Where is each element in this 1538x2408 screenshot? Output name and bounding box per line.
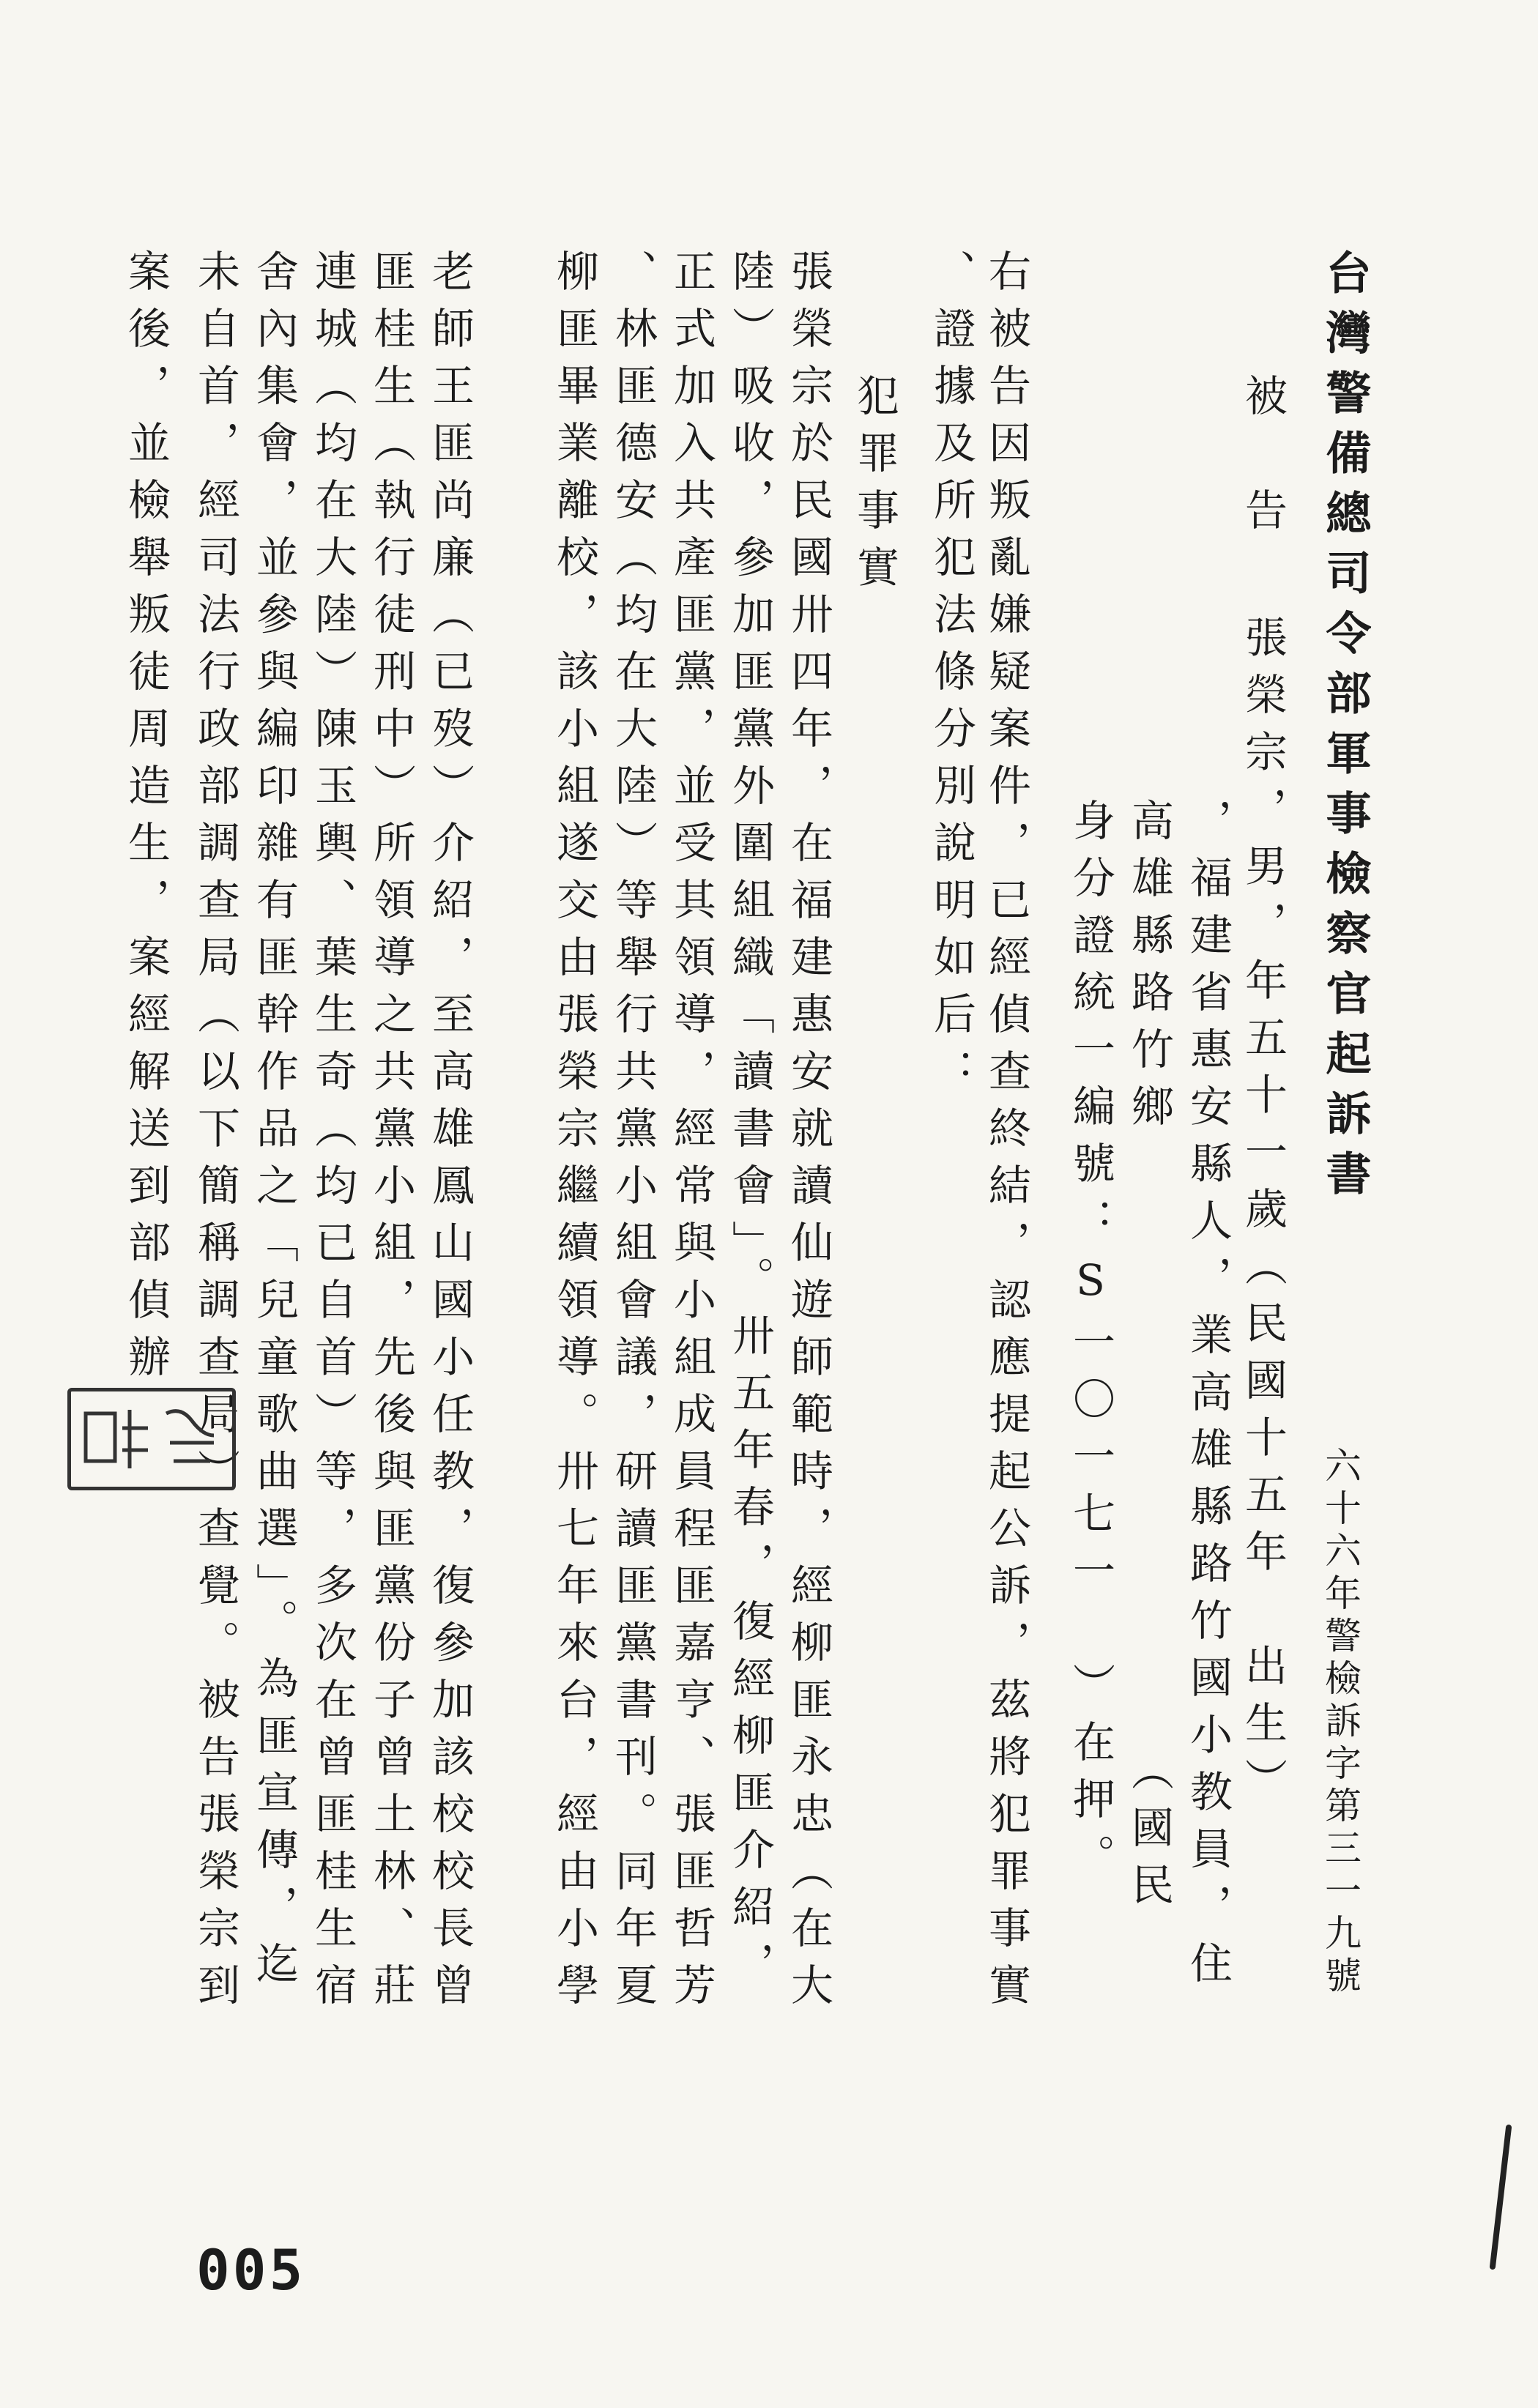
defendant-origin: ，福建省惠安縣人，業高雄縣路竹國小教員，住 <box>1183 798 1233 1998</box>
intro-line-2: 、證據及所犯法條分別說明如后： <box>926 249 976 1106</box>
intro-line-1: 右被告因叛亂嫌疑案件，已經偵查終結，認應提起公訴，茲將犯罪事實 <box>981 249 1031 2020</box>
page-number: 005 <box>196 2237 306 2303</box>
seal-stamp <box>67 1388 236 1490</box>
body-line: 、林匪德安（均在大陸）等舉行共黨小組會議，研讀匪黨書刊。同年夏 <box>608 249 658 2020</box>
body-line: 未自首，經司法行政部調查局（以下簡稱調查局）查覺。被告張榮宗到 <box>190 249 240 2020</box>
body-line: 老師王匪尚廉（已歿）介紹，至高雄鳳山國小任教，復參加該校校長曾 <box>425 249 475 2020</box>
body-line: 張榮宗於民國卅四年，在福建惠安就讀仙遊師範時，經柳匪永忠（在大 <box>784 249 833 2020</box>
defendant-line: 張榮宗，男，年五十一歲（民國十五年 出生） <box>1238 615 1288 1815</box>
section-heading: 犯罪事實 <box>850 374 899 602</box>
body-line: 匪桂生（執行徒刑中）所領導之共黨小組，先後與匪黨份子曾土林、莊 <box>366 249 416 2020</box>
document-title: 台灣警備總司令部軍事檢察官起訴書 <box>1318 249 1372 1210</box>
defendant-id: 身分證統一編號：S一〇一七一 ）在押。 <box>1066 798 1115 1891</box>
body-line: 案後，並檢舉叛徒周造生，案經解送到部偵辦 <box>121 249 171 1391</box>
body-line: 柳匪畢業離校，該小組遂交由張榮宗繼續領導。卅七年來台，經由小學 <box>549 249 599 2020</box>
defendant-label: 被 告 <box>1238 374 1288 545</box>
defendant-address: 高雄縣路竹鄉 （國民 <box>1124 798 1174 1920</box>
seal-icon <box>71 1391 232 1487</box>
case-number: 六十六年警檢訴字第三一九號 <box>1319 1446 1361 1999</box>
pencil-mark-icon <box>1487 2124 1516 2270</box>
body-line: 舍內集會，並參與編印雜有匪幹作品之「兒童歌曲選」。為匪宣傳，迄 <box>249 249 299 1999</box>
body-line: 陸）吸收，參加匪黨外圍組織「讀書會」。卅五年春，復經柳匪介紹， <box>725 249 775 1999</box>
body-line: 連城（均在大陸）陳玉輿、葉生奇（均已自首）等，多次在曾匪桂生宿 <box>308 249 357 2020</box>
body-line: 正式加入共產匪黨，並受其領導，經常與小組成員程匪嘉亨、張匪哲芳 <box>666 249 716 2020</box>
